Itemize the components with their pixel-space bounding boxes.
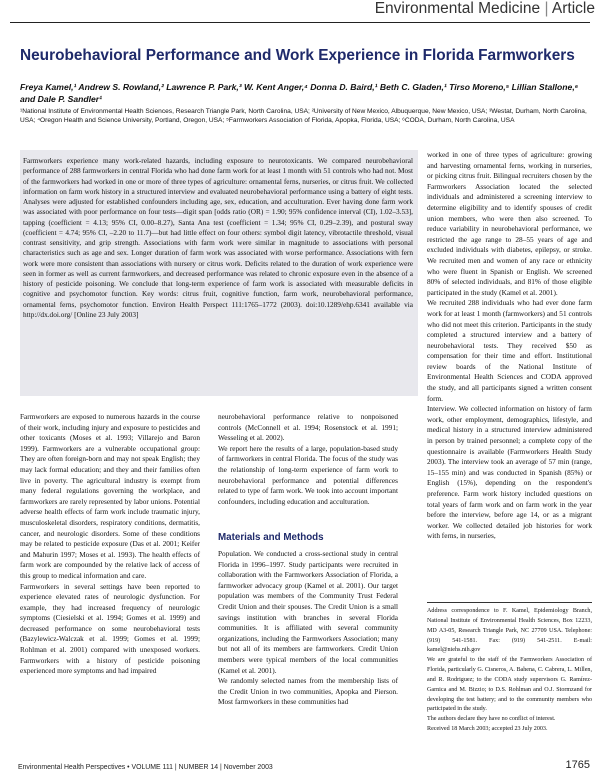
journal-name: Environmental Medicine (374, 0, 541, 17)
abstract-box (20, 150, 418, 396)
body-column-1: Farmworkers are exposed to numerous hazards in the course of their work, including injury and exposure to pesticides and other toxicants (Moses et al. 1993; Villarejo and Baron 1999). Farmworkers are a vulnerable occupational group: They are often foreign-born and may not speak English; they may lack formal education; and they and their families often live in poverty. The agricultural industry is exempt from many federal regulations governing the workplace, and farmworkers are rarely represented by labor unions. Potential adverse health effects of farm work include traumatic injury, musculoskeletal disorders, respiratory conditions, dermatitis, cancer, and neurologic disorders. Some of these conditions may be related to pesticide exposure (Das et al. 2001; Keifer and Mahurin 1997; Moses et al. 1993). The health effects of farm work are compounded by the relative lack of access of this group to medical information and care. Farmworkers in several settings have been reported to experience elevated rates of neurologic dysfunction. For example, they had increased frequency of neurologic symptoms (Ciesielski et al. 1994; Gomes et al. 1999) and decreased performance on some neurobehavioral tests (Bazylewicz-Walczak et al. 1999; Gomes et al. 1999; Rohlman et al. 2001) compared with unexposed workers. Farmworkers with a history of pesticide poisoning experienced more symptoms and had impaired (20, 412, 200, 676)
page-number: 1765 (565, 759, 590, 771)
journal-header (350, 0, 595, 18)
body-column-2-bottom: Population. We conducted a cross-sectional study in central Florida in 1996–1997. Study participants were recruited in collaboration with the Farmworkers Association of Florida, a farmworker advocacy group (Kamel et al. 2001). Our target population was members of the Community Trust Federal Credit Union and their spouses. The Credit Union is a small savings institution with branches in several Florida communities. It is affiliated with several community organizations, including the Farmworkers Association; many but not all of its members are farmworkers. Credit Union members were typical members of the local communities (Kamel et al. 2001). We randomly selected names from the membership lists of the Credit Union in two communities, Apopka and Pierson. Most farmworkers in these communities had (218, 549, 398, 707)
body-column-3: worked in one of three types of agriculture: growing and harvesting ornamental ferns, working in nurseries, or picking citrus fruit. Bilingual recruiters chosen by the Farmworkers Association located the selected individuals and administered a screening interview to determine eligibility and to identify spouses of credit union members, who were then also screened. To reduce variability in neurobehavioral performance, we restricted the age range to 28–55 years of age and excluded individuals with diabetes, epilepsy, or stroke. We recruited men and women of any race or ethnicity who were fluent in Spanish or English. We screened 80% of selected individuals, and 81% of those eligible participated in the study (Kamel et al. 2001). We recruited 288 individuals who had ever done farm work for at least 1 month (farmworkers) and 51 controls who did not meet this criterion. Participants in the study completed a structured interview and a battery of neurobehavioral tests. They received $50 as compensation for their time and effort. Institutional review boards of the National Institute of Environmental Health Sciences and CODA approved the study, and all participants signed a written consent form. Interview. We collected information on history of farm work, other employment, demographics, lifestyle, and medical history in a structured interview administered in person by trained personnel; a complete copy of the questionnaire is available (Farmworkers Health Study 2003). The interview took an average of 57 min (range, 15–155 min) and was conducted in Spanish (85%) or English (15%), depending on the respondent's preference. Farm work history included questions on total years of farm work and on farm work in the year before the interview, before age 14, or as a migrant worker. We collected detailed job histories for work with ferns, in nurseries, (427, 150, 592, 541)
section-heading-methods: Materials and Methods (218, 532, 324, 543)
footer-volume: VOLUME 111 (131, 764, 173, 771)
body-column-2-top: neurobehavioral performance relative to nonpoisoned controls (McConnell et al. 1994; Rosenstock et al. 1991; Wesseling et al. 2002). We report here the results of a large, population-based study of farmworkers in central Florida. The focus of the study was the relationship of long-term experience of farm work to neurobehavioral performance and potential differences related to type of farm work. We took into account important confounders, including education and acculturation. (218, 412, 398, 506)
author-list: Freya Kamel,¹ Andrew S. Rowland,² Lawrence P. Park,³ W. Kent Anger,⁴ Donna D. Baird,¹ Beth C. Gladen,¹ Tirso Moreno,⁵ Lillian Stallone,⁶ and Dale P. Sandler¹ (20, 82, 579, 105)
abstract-text: Farmworkers experience many work-related hazards, including exposure to neurotoxicants. We compared neurobehavioral performance of 288 farmworkers in central Florida who had done farm work for at least 1 month with 51 controls who had not. Most of the farmworkers had worked in one or more of three types of agriculture: ornamental ferns, nurseries, or citrus fruit. We collected information on farm work history in a structured interview and evaluated neurobehavioral performance using a battery of eight tests. Analyses were adjusted for established confounders including age, sex, education, and acculturation. Ever having done farm work was associated with poor performance on four tests—digit span [odds ratio (OR) = 1.90; 95% confidence interval (CI), 1.02–3.53], tapping (coefficient = 4.13; 95% CI, 0.00–8.27), Santa Ana test (coefficient = 1.34; 95% CI, 0.29–2.39), and postural sway (coefficient = 4.74; 95% CI, –2.20 to 11.7)—but had little effect on four others: symbol digit latency, vibrotactile threshold, visual contrast sensitivity, and grip strength. Associations with farm work were similar in magnitude to associations with personal characteristics such as age and sex. Longer duration of farm work was associated with worse performance. Associations with fern work were more consistent than associations with nursery or citrus work. Deficits related to the duration of work experience were seen in former as well as current farmworkers, and decreased performance was related to chronic exposure even in the absence of a history of pesticide poisoning. We conclude that long-term experience of farm work is associated with measurable deficits in cognitive and psychomotor function. Key words: citrus fruit, cognitive function, farm work, neurobehavioral performance, ornamental ferns, psychomotor function. Environ Health Perspect 111:1765–1772 (2003). doi:10.1289/ehp.6341 available via http://dx.doi.org/ [Online 23 July 2003] (23, 156, 413, 319)
article-title: Neurobehavioral Performance and Work Experience in Florida Farmworkers (20, 47, 575, 64)
page-footer: Environmental Health Perspectives • VOLUME 111 | NUMBER 14 | November 2003 (18, 764, 273, 771)
header-rule (10, 22, 590, 23)
footnote-rule (427, 602, 592, 603)
affiliations: ¹National Institute of Environmental Health Sciences, Research Triangle Park, North Carolina, USA; ²University of New Mexico, Albuquerque, New Mexico, USA; ³Westat, Durham, North Carolina, USA; ⁴Oregon Health and Science University, Portland, Oregon, USA; ⁵Farmworkers Association of Florida, Apopka, Florida, USA; ⁶CODA, Durham, North Carolina, USA (20, 108, 587, 125)
header-separator: | (544, 0, 549, 17)
footer-journal: Environmental Health Perspectives (18, 764, 126, 771)
footer-number: NUMBER 14 (178, 764, 219, 771)
footer-date: November 2003 (223, 764, 273, 771)
article-type: Article (551, 0, 595, 17)
footnotes: Address correspondence to F. Kamel, Epidemiology Branch, National Institute of Environmental Health Sciences, Box 12233, MD A3-05, Research Triangle Park, NC 27709 USA. Telephone: (919) 541-1581. Fax: (919) 541-2511. E-mail: kamel@niehs.nih.gov We are grateful to the staff of the Farmworkers Association of Florida, particularly G. Cisneros, A. Bahena, C. Cabrera, L. Millen, and R. Rodriguez; to the CODA study supervisors G. Ramírez-Garnica and M. Bizzio; to D.S. Rohlman and O.J. Stormzand for developing the test battery; and to the community members who participated in the study. The authors declare they have no conflict of interest. Received 18 March 2003; accepted 23 July 2003. (427, 608, 592, 733)
